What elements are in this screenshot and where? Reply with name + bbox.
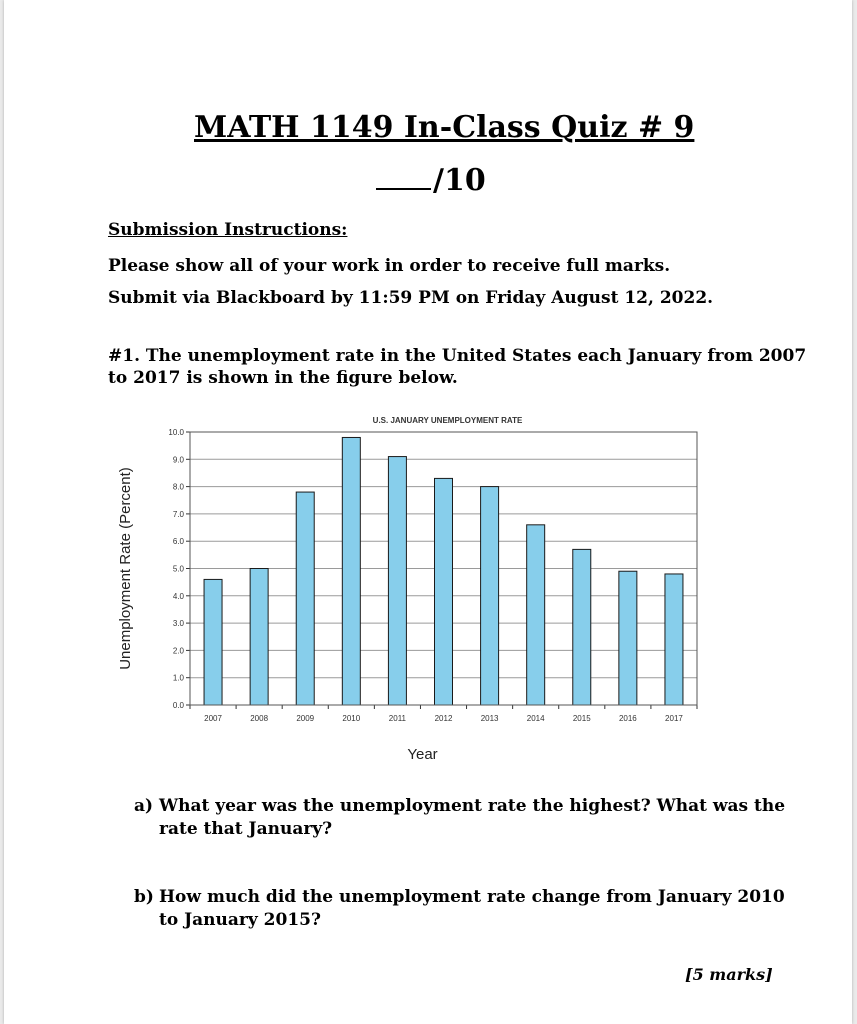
y-axis-label: Unemployment Rate (Percent) [117, 467, 134, 670]
x-tick-label: 2008 [250, 714, 269, 723]
bar-2013 [481, 487, 499, 705]
instructions-line-2: Submit via Blackboard by 11:59 PM on Friday August 12, 2022. [108, 288, 714, 308]
bar-2010 [342, 437, 360, 705]
chart-title: U.S. JANUARY UNEMPLOYMENT RATE [372, 416, 523, 425]
marks-label: [5 marks] [685, 965, 773, 984]
x-tick-label: 2016 [618, 714, 637, 723]
question-1-line-2: to 2017 is shown in the figure below. [108, 368, 458, 388]
instructions-heading: Submission Instructions: [108, 220, 348, 240]
x-tick-label: 2012 [434, 714, 453, 723]
bar-2012 [435, 478, 453, 705]
part-b-line-2: to January 2015? [159, 910, 321, 930]
y-tick-label: 3.0 [172, 619, 184, 629]
y-tick-label: 2.0 [172, 646, 184, 656]
unemployment-chart [4, 0, 852, 790]
question-1-line-1: #1. The unemployment rate in the United States each January from 2007 [108, 346, 807, 366]
part-a-line-2: rate that January? [159, 819, 333, 839]
y-tick-label: 9.0 [172, 455, 184, 465]
y-tick-label: 0.0 [172, 701, 184, 710]
y-tick-label: 7.0 [172, 509, 184, 519]
bar-2011 [388, 457, 406, 705]
bar-2015 [573, 549, 591, 705]
part-a-line-1: What year was the unemployment rate the highest? What was the [159, 796, 786, 816]
x-tick-label: 2013 [480, 714, 499, 723]
bar-2008 [250, 569, 268, 706]
bar-2007 [204, 579, 222, 705]
x-tick-label: 2009 [296, 714, 315, 723]
quiz-page [4, 0, 852, 1024]
y-tick-label: 1.0 [172, 673, 184, 683]
score-total: /10 [433, 163, 486, 198]
x-tick-label: 2015 [572, 714, 591, 723]
quiz-title: MATH 1149 In-Class Quiz # 9 [194, 110, 695, 145]
part-b-label: b) [134, 887, 154, 907]
x-tick-label: 2011 [388, 714, 407, 723]
instructions-line-1: Please show all of your work in order to receive full marks. [108, 256, 671, 276]
y-tick-label: 4.0 [172, 591, 184, 601]
x-tick-label: 2010 [342, 714, 361, 723]
part-b-line-1: How much did the unemployment rate change from January 2010 [159, 887, 785, 907]
bar-2017 [665, 574, 683, 705]
x-axis-label: Year [407, 746, 438, 763]
bar-2014 [527, 525, 545, 705]
x-tick-label: 2007 [204, 714, 222, 723]
bar-2009 [296, 492, 314, 705]
part-a-label: a) [134, 796, 154, 816]
y-tick-label: 5.0 [172, 564, 184, 574]
x-tick-label: 2017 [665, 714, 683, 723]
x-tick-label: 2014 [526, 714, 545, 723]
y-tick-label: 8.0 [172, 482, 184, 492]
bar-2016 [619, 571, 637, 705]
y-tick-label: 6.0 [172, 537, 184, 547]
y-tick-label: 10.0 [168, 428, 184, 437]
